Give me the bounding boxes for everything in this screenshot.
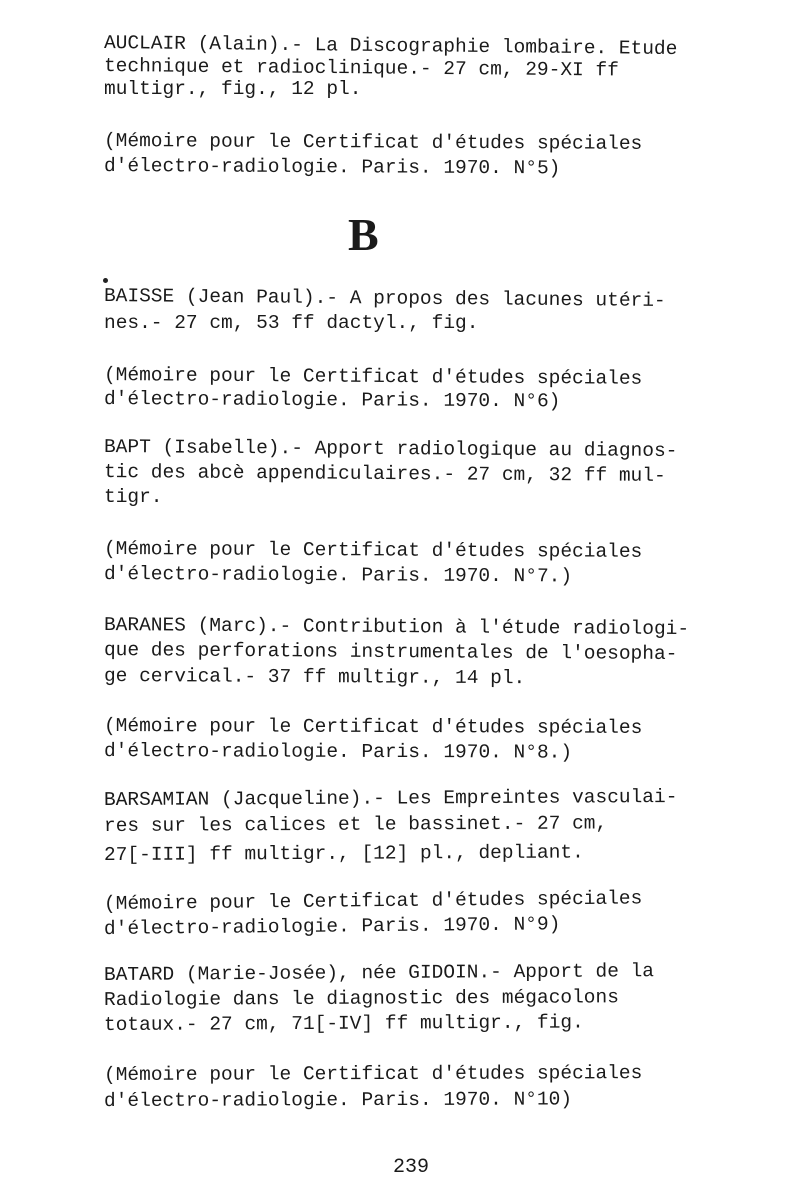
entry-line: BATARD (Marie-Josée), née GIDOIN.- Apport de la <box>103 960 655 986</box>
entry-line: BARSAMIAN (Jacqueline).- Les Empreintes vasculai- <box>103 785 678 811</box>
ink-speck <box>103 278 108 283</box>
entry-line: ge cervical.- 37 ff multigr., 14 pl. <box>103 665 526 690</box>
entry-line: Radiologie dans le diagnostic des mégacolons <box>103 986 619 1011</box>
entry-note: d'électro-radiologie. Paris. 1970. N°8.) <box>103 740 573 764</box>
entry-line: nes.- 27 cm, 53 ff dactyl., fig. <box>104 312 479 334</box>
entry-note: d'électro-radiologie. Paris. 1970. N°7.) <box>103 563 573 588</box>
entry-line: BAPT (Isabelle).- Apport radiologique au diagnos- <box>103 436 678 463</box>
entry-note: (Mémoire pour le Certificat d'études spéciales <box>103 538 643 563</box>
entry-line: tic des abcè appendiculaires.- 27 cm, 32 ff mul- <box>103 461 666 487</box>
entry-line: que des perforations instrumentales de l'oesopha- <box>103 639 678 666</box>
entry-note: (Mémoire pour le Certificat d'études spéciales <box>103 887 643 915</box>
entry-note: d'électro-radiologie. Paris. 1970. N°10) <box>103 1088 573 1112</box>
entry-line: tigr. <box>104 486 163 508</box>
entry-line: totaux.- 27 cm, 71[-IV] ff multigr., fig. <box>103 1011 584 1036</box>
entry-line: res sur les calices et le bassinet.- 27 cm, <box>103 812 608 837</box>
section-letter: B <box>348 209 379 260</box>
entry-line: multigr., fig., 12 pl. <box>104 78 362 100</box>
entry-line: AUCLAIR (Alain).- La Discographie lombaire. Etude <box>103 32 678 61</box>
entry-note: d'électro-radiologie. Paris. 1970. N°9) <box>103 913 561 940</box>
page-number: 239 <box>393 1156 430 1179</box>
entry-note: d'électro-radiologie. Paris. 1970. N°5) <box>103 155 561 180</box>
entry-line: BARANES (Marc).- Contribution à l'étude radiologi- <box>103 614 690 641</box>
entry-note: d'électro-radiologie. Paris. 1970. N°6) <box>103 388 561 413</box>
entry-note: (Mémoire pour le Certificat d'études spéciales <box>103 130 643 155</box>
entry-note: (Mémoire pour le Certificat d'études spéciales <box>103 364 643 390</box>
entry-note: (Mémoire pour le Certificat d'études spéciales <box>103 715 643 739</box>
entry-line: BAISSE (Jean Paul).- A propos des lacunes utéri- <box>103 285 666 312</box>
entry-line: 27[-III] ff multigr., [12] pl., depliant. <box>103 841 584 866</box>
entry-note: (Mémoire pour le Certificat d'études spéciales <box>103 1062 643 1086</box>
entry-line: technique et radioclinique.- 27 cm, 29-XI ff <box>103 55 619 82</box>
